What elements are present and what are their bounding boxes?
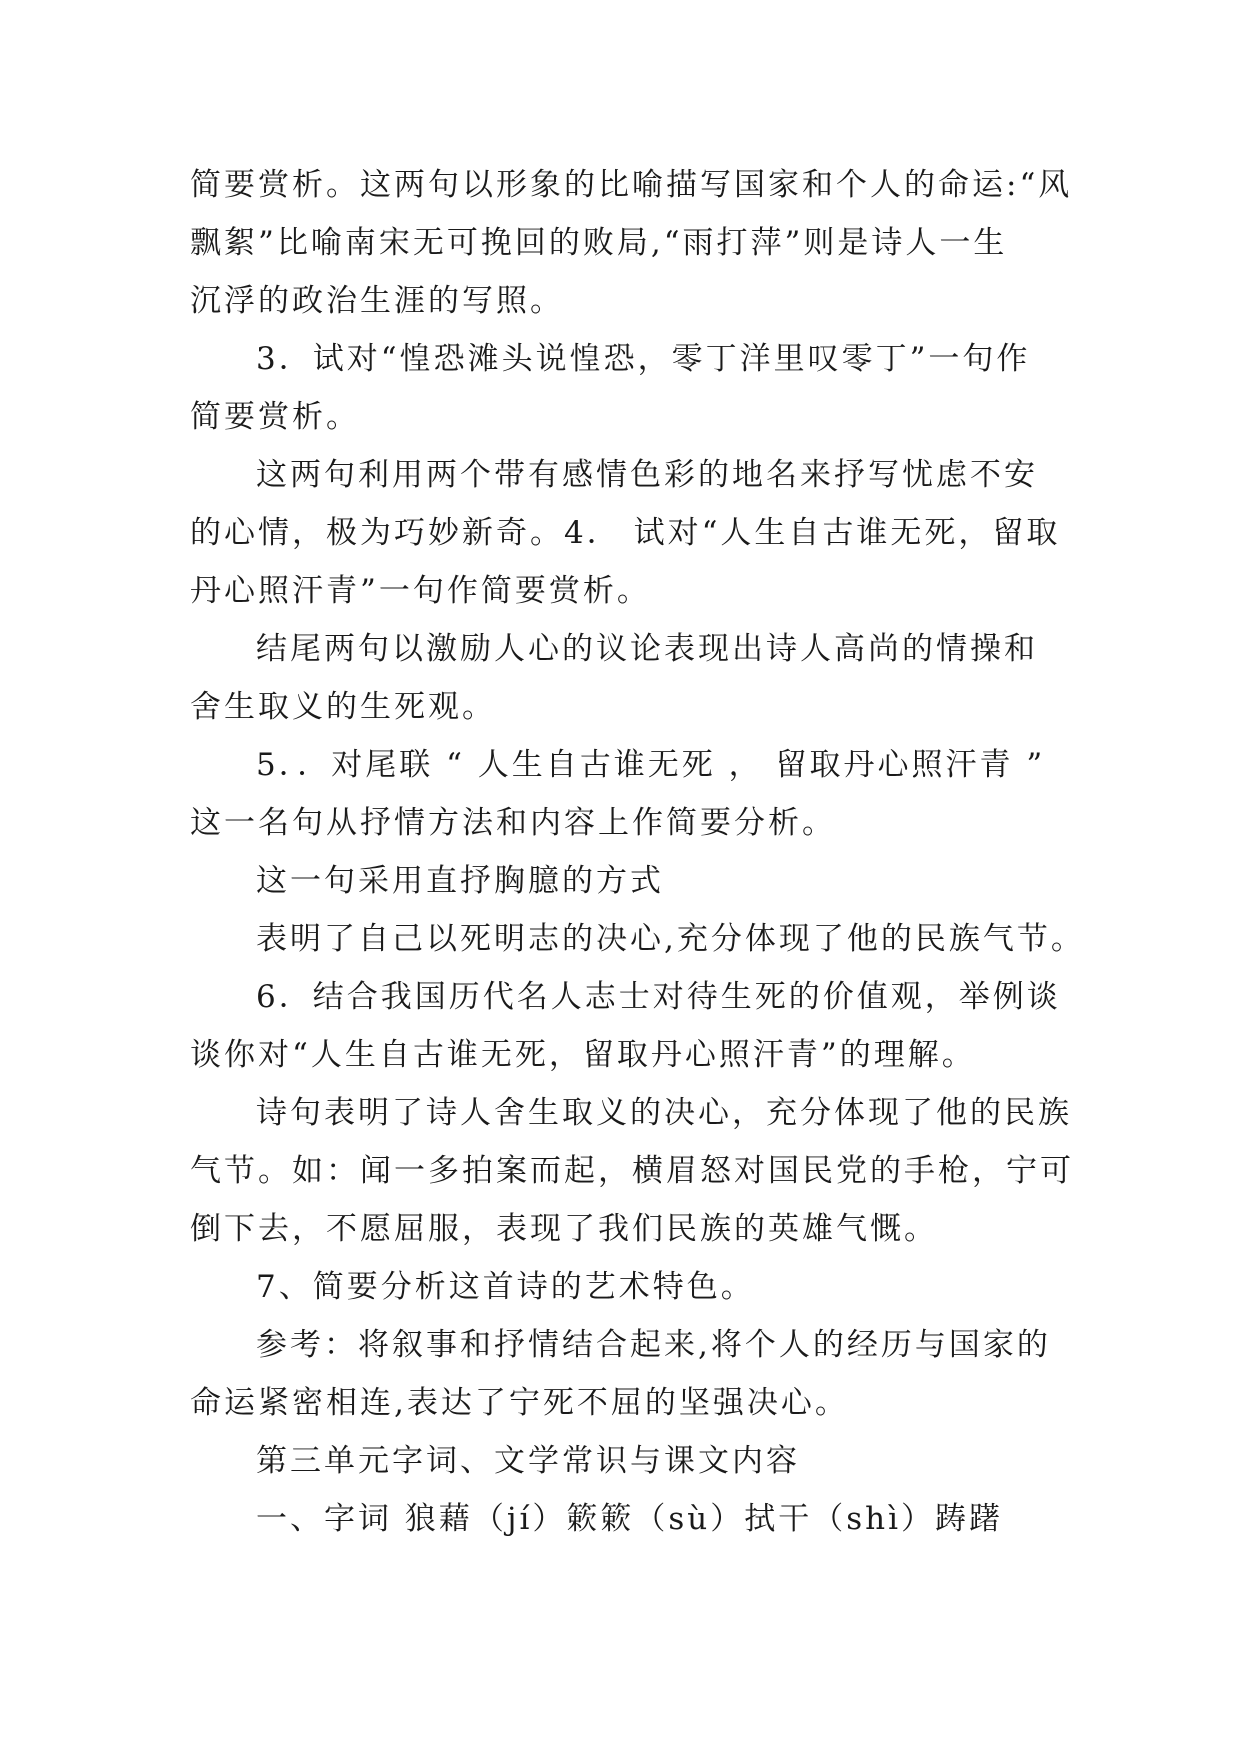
answer-5-line-2: 表明了自己以死明志的决心,充分体现了他的民族气节。 bbox=[256, 921, 1085, 957]
answer-7: 参考：将叙事和抒情结合起来,将个人的经历与国家的 bbox=[256, 1327, 1051, 1363]
answer-4: 结尾两句以激励人心的议论表现出诗人高尚的情操和 bbox=[256, 631, 1038, 667]
text-line-12: 这一名句从抒情方法和内容上作简要分析。 bbox=[190, 805, 836, 841]
section-heading: 第三单元字词、文学常识与课文内容 bbox=[256, 1443, 800, 1479]
answer-5-line-1: 这一句采用直抒胸臆的方式 bbox=[256, 863, 664, 899]
answer-6: 诗句表明了诗人舍生取义的决心，充分体现了他的民族 bbox=[256, 1095, 1072, 1131]
text-line-2: 飘絮”比喻南宋无可挽回的败局,“雨打萍”则是诗人一生 bbox=[190, 225, 1008, 261]
text-line-18: 气节。如：闻一多拍案而起，横眉怒对国民党的手枪，宁可 bbox=[190, 1153, 1074, 1189]
text-line-3: 沉浮的政治生涯的写照。 bbox=[190, 283, 564, 319]
text-line-8: 丹心照汗青”一句作简要赏析。 bbox=[190, 573, 651, 609]
text-line-1: 简要赏析。这两句以形象的比喻描写国家和个人的命运:“风 bbox=[190, 167, 1073, 203]
vocab-line: 一、字词 狼藉（jí）簌簌（sù）拭干（shì）踌躇 bbox=[256, 1501, 1004, 1537]
text-line-7: 的心情，极为巧妙新奇。4． 试对“人生自古谁无死，留取 bbox=[190, 515, 1061, 551]
text-line-22: 命运紧密相连,表达了宁死不屈的坚强决心。 bbox=[190, 1385, 849, 1421]
question-3: 3．试对“惶恐滩头说惶恐，零丁洋里叹零丁”一句作 bbox=[256, 341, 1031, 377]
answer-3: 这两句利用两个带有感情色彩的地名来抒写忧虑不安 bbox=[256, 457, 1038, 493]
text-line-19: 倒下去，不愿屈服，表现了我们民族的英雄气慨。 bbox=[190, 1211, 938, 1247]
text-line-5: 简要赏析。 bbox=[190, 399, 360, 435]
question-7: 7、简要分析这首诗的艺术特色。 bbox=[256, 1269, 755, 1305]
question-6: 6．结合我国历代名人志士对待生死的价值观，举例谈 bbox=[256, 979, 1061, 1015]
text-line-10: 舍生取义的生死观。 bbox=[190, 689, 496, 725]
text-line-16: 谈你对“人生自古谁无死，留取丹心照汗青”的理解。 bbox=[190, 1037, 976, 1073]
question-5: 5．．对尾联 “ 人生自古谁无死 ， 留取丹心照汗青 ” bbox=[256, 747, 1046, 783]
